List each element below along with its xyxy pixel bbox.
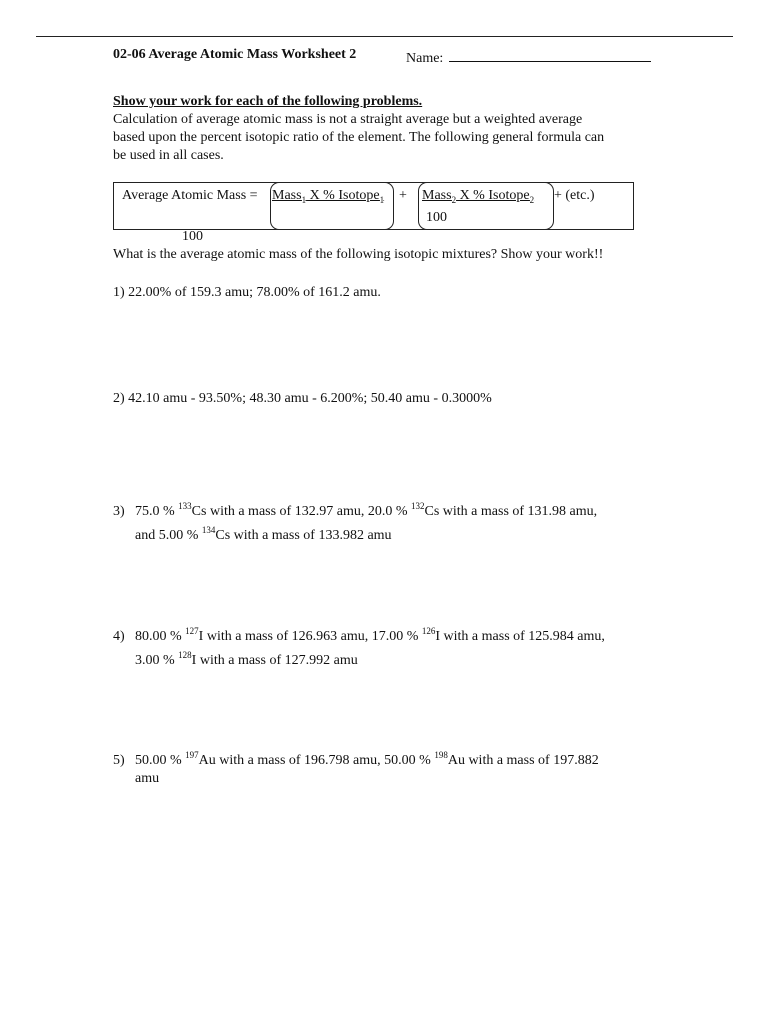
problem-1: 1) 22.00% of 159.3 amu; 78.00% of 161.2 amu. [113,285,381,300]
problem-4-line-1 [113,622,605,646]
mass-number: 197 [185,750,199,760]
problem-text: 3.00 % [135,653,179,668]
problem-text: Cs with a mass of 133.982 amu [215,528,392,543]
problem-3 [113,497,597,545]
mass-label: Mass [272,188,302,203]
problem-4 [113,622,605,670]
x-isotope-label: X % Isotope [306,188,380,203]
problem-5-line-2: amu [135,771,160,786]
mass-label: Mass [422,188,452,203]
problem-5-line-1 [113,746,599,770]
problem-text: Cs with a mass of 132.97 amu, 20.0 % [191,504,411,519]
formula-denominator: 100 [182,229,203,244]
mass-number: 128 [178,650,192,660]
mass-number: 132 [411,501,425,511]
problem-text: I with a mass of 126.963 amu, 17.00 % [198,629,422,644]
instructions-heading: Show your work for each of the following problems. [113,94,423,109]
subscript: 1 [379,195,385,205]
mass-number: 127 [185,626,199,636]
name-blank-line[interactable] [449,47,651,62]
problem-text: Cs with a mass of 131.98 amu, [424,504,598,519]
formula-lhs: Average Atomic Mass = [122,188,258,203]
problem-number: 5) [113,753,125,768]
problem-number: 4) [113,629,125,644]
x-isotope-label: X % Isotope [456,188,530,203]
plus-sign: + [399,188,407,203]
mass-number: 133 [178,501,192,511]
mass-number: 134 [201,525,216,535]
problem-text: 80.00 % [135,629,186,644]
subscript: 1 [301,195,307,205]
problem-2: 2) 42.10 amu - 93.50%; 48.30 amu - 6.200%; 50.40 amu - 0.3000% [113,391,492,406]
subscript: 2 [451,195,457,205]
formula-box [113,182,634,230]
problem-5 [113,746,599,788]
formula-denominator-inner: 100 [426,210,447,225]
problem-number: 3) [113,504,125,519]
problem-text: Au with a mass of 197.882 [447,753,599,768]
name-field[interactable] [406,47,651,67]
problem-text: and 5.00 % [135,528,202,543]
intro-paragraph [113,111,604,165]
problem-4-line-2 [113,646,605,670]
question-prompt: What is the average atomic mass of the following isotopic mixtures? Show your work!! [113,247,604,262]
problem-3-line-1 [113,497,597,521]
worksheet-title: 02-06 Average Atomic Mass Worksheet 2 [113,47,357,62]
isotope2-term [422,188,534,205]
mass-number: 126 [421,626,436,636]
intro-line: be used in all cases. [113,148,224,163]
mass-number: 198 [434,750,448,760]
problem-text: 50.00 % [135,753,186,768]
problem-text: I with a mass of 127.992 amu [191,653,358,668]
subscript: 2 [529,195,535,205]
formula-etc: + (etc.) [554,188,595,203]
intro-line: Calculation of average atomic mass is not a straight average but a weighted average [113,112,583,127]
problem-text: 75.0 % [135,504,179,519]
problem-text: I with a mass of 125.984 amu, [435,629,605,644]
problem-text: Au with a mass of 196.798 amu, 50.00 % [198,753,435,768]
top-rule [36,36,733,37]
name-label: Name: [406,51,444,66]
isotope1-term [272,188,384,205]
intro-line: based upon the percent isotopic ratio of the element. The following general formula can [113,130,605,145]
problem-3-line-2 [113,521,597,545]
